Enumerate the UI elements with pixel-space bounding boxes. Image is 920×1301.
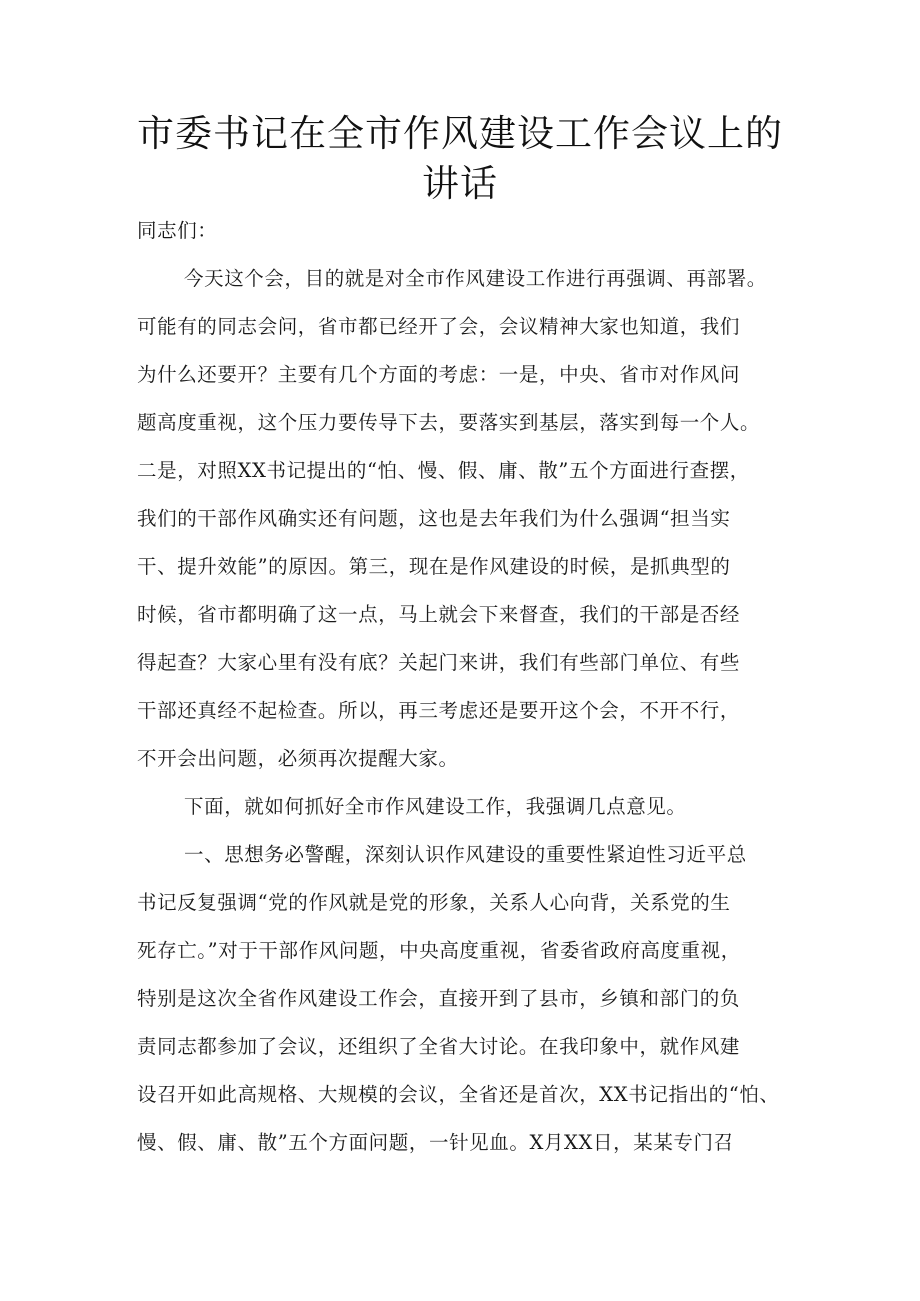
body-line: 今天这个会，目的就是对全市作风建设工作进行再强调、再部署。 [184, 267, 767, 290]
body-line: 下面，就如何抓好全市作风建设工作，我强调几点意见。 [184, 795, 687, 818]
body-line: 题高度重视，这个压力要传导下去，要落实到基层，落实到每一个人。 [137, 411, 761, 434]
body-line: 我们的干部作风确实还有问题，这也是去年我们为什么强调“担当实 [137, 507, 731, 530]
body-line: 二是，对照XX书记提出的“怕、慢、假、庸、散”五个方面进行查摆， [137, 459, 750, 482]
salutation: 同志们： [137, 219, 218, 242]
body-line: 可能有的同志会问，省市都已经开了会，会议精神大家也知道，我们 [137, 315, 741, 338]
body-line: 慢、假、庸、散”五个方面问题，一针见血。X月XX日，某某专门召 [137, 1131, 734, 1154]
body-line: 设召开如此高规格、大规模的会议，全省还是首次，XX书记指出的“怕、 [137, 1083, 780, 1106]
body-line: 时候，省市都明确了这一点，马上就会下来督查，我们的干部是否经 [137, 603, 741, 626]
body-line: 不开会出问题，必须再次提醒大家。 [137, 747, 459, 770]
body-line: 书记反复强调“党的作风就是党的形象，关系人心向背，关系党的生 [137, 891, 731, 914]
section-heading-line: 一、思想务必警醒，深刻认识作风建设的重要性紧迫性习近平总 [184, 843, 747, 866]
body-line: 得起查？大家心里有没有底？关起门来讲，我们有些部门单位、有些 [137, 651, 741, 674]
body-line: 为什么还要开？主要有几个方面的考虑：一是，中央、省市对作风问 [137, 363, 741, 386]
body-line: 干部还真经不起检查。所以，再三考虑还是要开这个会，不开不行， [137, 699, 741, 722]
body-line: 特别是这次全省作风建设工作会，直接开到了县市，乡镇和部门的负 [137, 987, 741, 1010]
document-title-line-2: 讲话 [422, 162, 498, 205]
body-line: 死存亡。”对于干部作风问题，中央高度重视，省委省政府高度重视， [137, 939, 741, 962]
document-title-line-1: 市委书记在全市作风建设工作会议上的 [137, 112, 783, 155]
body-line: 干、提升效能”的原因。第三，现在是作风建设的时候，是抓典型的 [137, 555, 731, 578]
body-line: 责同志都参加了会议，还组织了全省大讨论。在我印象中，就作风建 [137, 1035, 741, 1058]
